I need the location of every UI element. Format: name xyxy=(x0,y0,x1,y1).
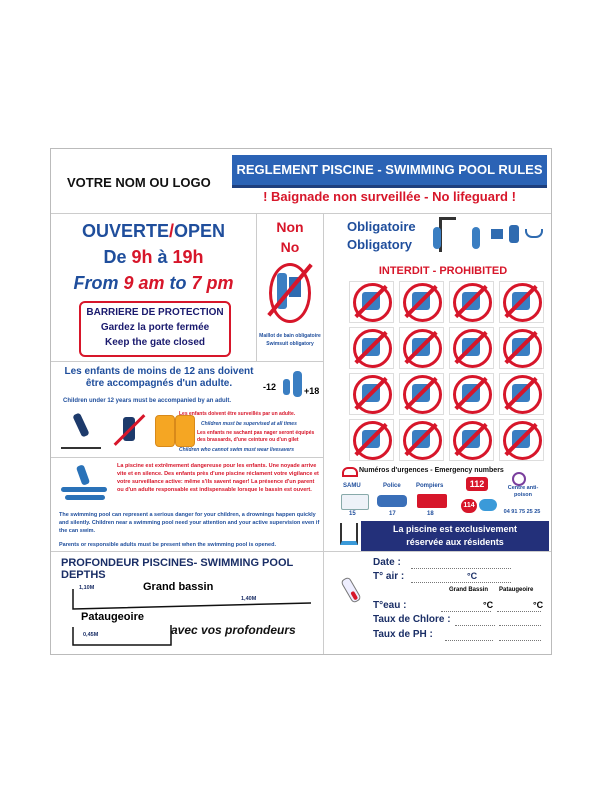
no-diving-icon xyxy=(349,373,394,415)
poison-center-number: 04 91 75 25 25 xyxy=(503,509,541,515)
non-label: Non xyxy=(276,219,304,235)
drowning-icon xyxy=(61,465,107,501)
no-music-icon xyxy=(399,373,444,415)
residents-line2: réservée aux résidents xyxy=(406,537,504,547)
col-pataugeoire: Pataugeoire xyxy=(499,587,534,593)
swimsuit-caption-fr: Maillot de bain obligatoire xyxy=(259,333,321,339)
depth-045: 0,45M xyxy=(83,632,99,638)
ambulance-icon xyxy=(341,494,369,510)
no-dogs-icon xyxy=(349,281,394,323)
water-temp-field-grand xyxy=(441,610,491,612)
chlorine-field-grand xyxy=(455,624,495,626)
no-glass-icon xyxy=(399,327,444,369)
swimsuit-icon xyxy=(509,225,519,243)
person-icon xyxy=(472,227,480,249)
children-title-en: Children under 12 years must be accompanied by an adult. xyxy=(63,398,232,404)
badge-114: 114 xyxy=(461,499,477,513)
no-snorkel-icon xyxy=(449,419,494,461)
thermometer-icon xyxy=(340,576,362,604)
ph-label: Taux de PH : xyxy=(373,629,433,640)
ph-field-pat xyxy=(499,639,541,641)
divider xyxy=(323,213,324,654)
obligatory-fr: Obligatoire xyxy=(347,219,416,234)
divider xyxy=(51,457,323,458)
water-temp-unit-pat: °C xyxy=(533,600,544,610)
no-food-icon xyxy=(499,327,544,369)
hours-fr: De 9h à 19h xyxy=(103,247,204,267)
date-label: Date : xyxy=(373,557,401,568)
air-temp-unit: °C xyxy=(467,571,478,581)
air-temp-field xyxy=(411,581,511,583)
prohibited-title: INTERDIT - PROHIBITED xyxy=(378,265,508,277)
armbands-icon xyxy=(175,415,195,447)
pataugeoire-label: Pataugeoire xyxy=(81,611,144,623)
briefs-icon xyxy=(525,229,543,238)
divider xyxy=(51,551,551,552)
no-jumping-icon xyxy=(499,373,544,415)
no-inflatables-icon xyxy=(399,419,444,461)
chlorine-label: Taux de Chlore : xyxy=(373,614,451,625)
police-label: Police xyxy=(383,483,401,489)
swimsuit-caption-en: Swimsuit obligatory xyxy=(266,341,314,347)
no-sunscreen-icon xyxy=(449,373,494,415)
child-icon xyxy=(283,379,290,395)
age-minor: -12 xyxy=(263,382,277,392)
grand-bassin-label: Grand bassin xyxy=(143,581,214,593)
barrier-line-fr: Gardez la porte fermée xyxy=(100,322,210,333)
armbands-icon xyxy=(155,415,175,447)
shower-icon xyxy=(439,217,456,252)
no-shoes-icon xyxy=(399,281,444,323)
age-adult: +18 xyxy=(304,386,320,396)
poison-center-label: Centre anti-poison xyxy=(507,485,539,498)
residents-banner xyxy=(361,521,549,551)
badge-112: 112 xyxy=(466,477,488,491)
firefighters-number: 18 xyxy=(427,511,434,517)
danger-text-fr: La piscine est extrêmement dangereuse pour les enfants. Une noyade arrive vite et en silence. Des enfants près d'une piscine réclament votre vigilance et votre surveillance active: même s'ils savent nager! La présence d'un parent ou d'un adulte responsable est indispensable lorsque le bassin est ouvert. xyxy=(117,463,319,493)
no-unsupervised-icon xyxy=(111,411,149,449)
poison-center-icon xyxy=(512,472,526,486)
depth-110: 1,10M xyxy=(79,585,95,591)
supervise-note-fr: Les enfants doivent être surveillés par un adulte. xyxy=(179,411,296,417)
water-temp-unit-grand: °C xyxy=(483,600,494,610)
open-title: OUVERTE/OPEN xyxy=(81,221,226,241)
livesaver-note-en: Children who cannot swim must wear livesavers xyxy=(179,447,295,453)
hours-en: From 9 am to 7 pm xyxy=(73,273,234,293)
water-temp-label: T°eau : xyxy=(373,600,407,611)
divider xyxy=(51,361,323,362)
swim-trunks-icon xyxy=(491,229,503,239)
emergency-title: Numéros d'urgences - Emergency numbers xyxy=(359,467,504,474)
obligatory-en: Obligatory xyxy=(347,237,413,252)
water-temp-field-pat xyxy=(497,610,541,612)
children-title: Les enfants de moins de 12 ans doivent être accompagnés d'un adulte. xyxy=(64,366,254,389)
samu-number: 15 xyxy=(349,511,356,517)
no-label: No xyxy=(280,239,300,255)
police-number: 17 xyxy=(389,511,396,517)
danger-text-en2: Parents or responsible adults must be present when the swimming pool is opened. xyxy=(59,542,276,548)
livesaver-note-fr: Les enfants ne sachant pas nager seront équipés des brassards, d'une ceinture ou d'un gilet xyxy=(197,430,315,443)
fire-truck-icon xyxy=(417,494,447,508)
no-running-icon xyxy=(449,327,494,369)
logo-placeholder: VOTRE NOM OU LOGO xyxy=(67,175,211,190)
depths-title: PROFONDEUR PISCINES- SWIMMING POOL DEPTHS xyxy=(61,557,294,581)
divider xyxy=(51,213,551,214)
air-temp-label: T° air : xyxy=(373,571,405,582)
date-field xyxy=(411,567,511,569)
phone-icon xyxy=(342,467,358,477)
supervised-child-icon xyxy=(61,411,101,449)
ph-field-grand xyxy=(445,639,493,641)
pool-ladder-icon xyxy=(340,523,358,545)
firefighters-label: Pompiers xyxy=(416,483,444,489)
no-litter-icon xyxy=(349,327,394,369)
header-title: REGLEMENT PISCINE - SWIMMING POOL RULES xyxy=(232,155,547,188)
chlorine-field-pat xyxy=(499,624,541,626)
residents-line1: La piscine est exclusivement xyxy=(392,524,518,534)
no-smoking-icon xyxy=(449,281,494,323)
barrier-line-en: Keep the gate closed xyxy=(104,337,206,348)
depth-140: 1,40M xyxy=(241,596,257,602)
samu-label: SAMU xyxy=(343,483,361,489)
danger-text-en: The swimming pool can represent a serious danger for your children, a drownings happen quickly and silently. Children near a swimming pool need your attention and your active supervision even if the can swim. xyxy=(59,512,320,534)
barrier-title: BARRIERE DE PROTECTION xyxy=(86,307,224,318)
no-lifeguard-warning: ! Baignade non surveillée - No lifeguard ! xyxy=(263,189,516,204)
person-icon xyxy=(433,227,441,249)
adult-icon xyxy=(293,371,302,397)
barrier-box xyxy=(79,301,231,357)
no-ball-games-icon xyxy=(349,419,394,461)
no-street-clothes-icon xyxy=(267,261,313,323)
depths-tagline: avec vos profondeurs xyxy=(171,623,296,637)
supervise-note-en: Children must be supervised at all times xyxy=(201,421,297,427)
no-fins-icon xyxy=(499,419,544,461)
col-grand-bassin: Grand Bassin xyxy=(449,587,489,593)
no-drinks-icon xyxy=(499,281,544,323)
pool-rules-sign xyxy=(50,148,552,655)
police-car-icon xyxy=(377,495,407,507)
